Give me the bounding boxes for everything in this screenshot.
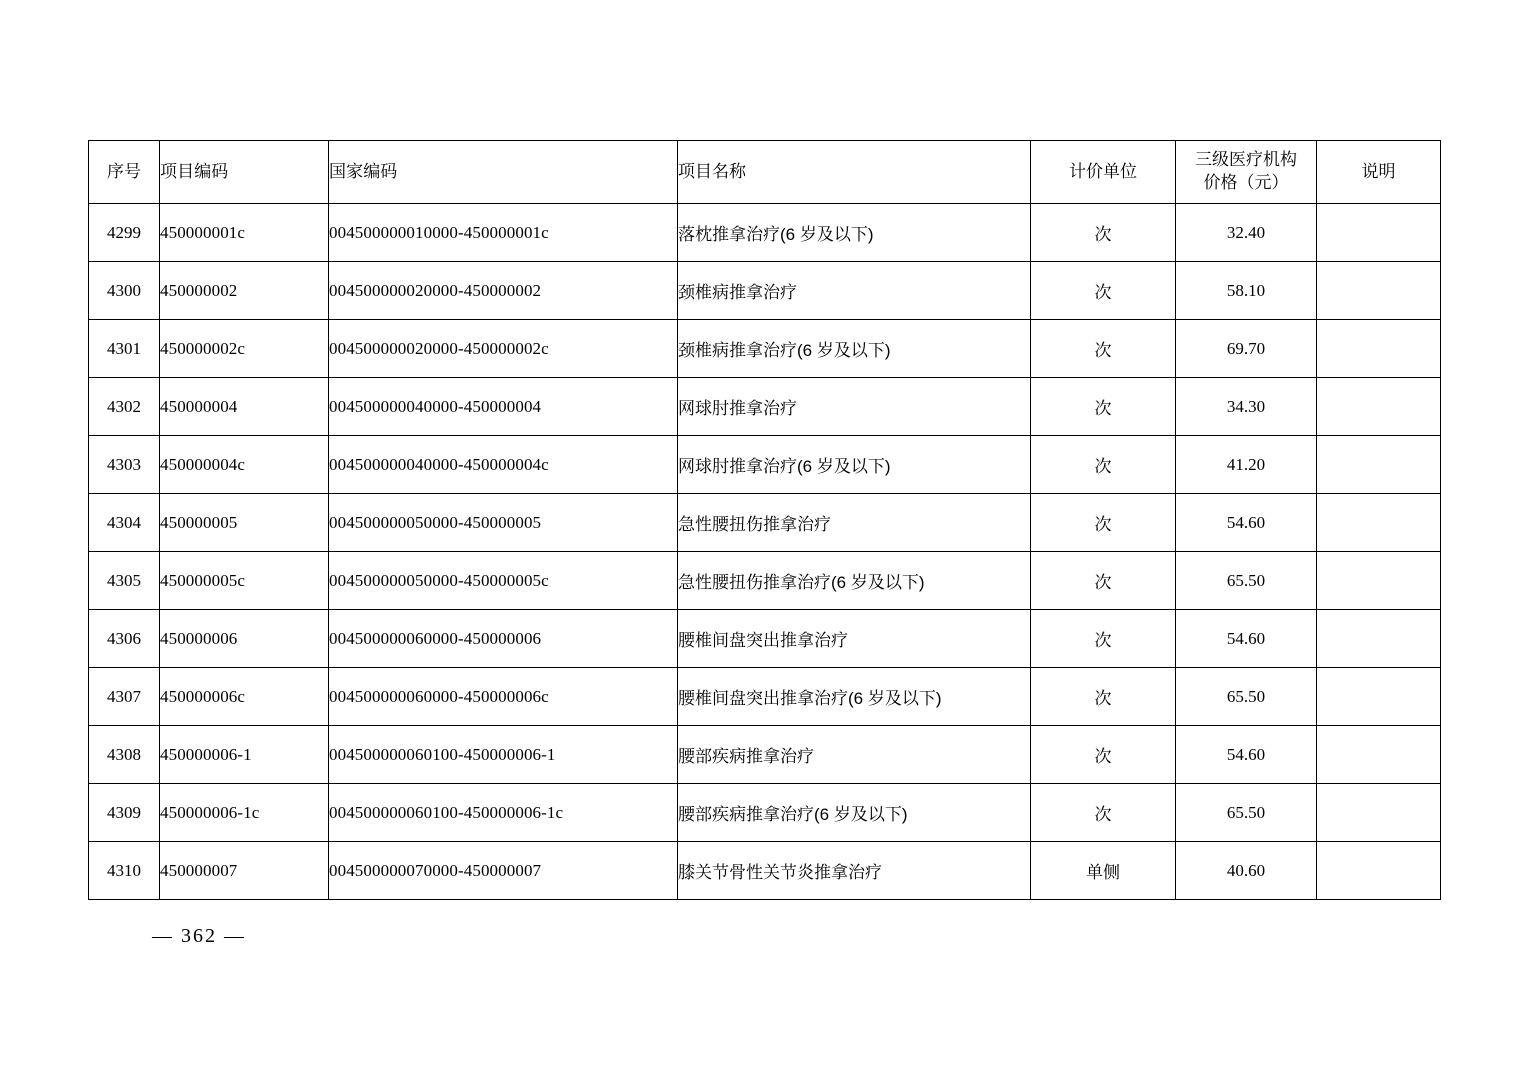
cell-sequence: 4299 — [89, 204, 160, 262]
column-header-price-line1: 三级医疗机构 — [1195, 150, 1297, 170]
cell-unit: 次 — [1031, 494, 1176, 552]
cell-national-code: 004500000010000-450000001c — [329, 204, 678, 262]
column-header-sequence: 序号 — [89, 141, 160, 204]
cell-project-code: 450000006c — [160, 668, 329, 726]
cell-unit: 次 — [1031, 784, 1176, 842]
cell-project-name: 腰椎间盘突出推拿治疗(6 岁及以下) — [678, 668, 1031, 726]
cell-sequence: 4300 — [89, 262, 160, 320]
cell-unit: 次 — [1031, 726, 1176, 784]
cell-unit: 次 — [1031, 610, 1176, 668]
cell-sequence: 4304 — [89, 494, 160, 552]
cell-unit: 次 — [1031, 552, 1176, 610]
cell-project-name: 颈椎病推拿治疗 — [678, 262, 1031, 320]
cell-national-code: 004500000070000-450000007 — [329, 842, 678, 900]
cell-note — [1317, 668, 1441, 726]
cell-national-code: 004500000050000-450000005 — [329, 494, 678, 552]
cell-project-code: 450000004c — [160, 436, 329, 494]
cell-unit: 次 — [1031, 262, 1176, 320]
table-row — [89, 726, 1441, 784]
cell-price: 41.20 — [1176, 436, 1317, 494]
cell-unit: 次 — [1031, 378, 1176, 436]
cell-sequence: 4307 — [89, 668, 160, 726]
table-row — [89, 378, 1441, 436]
cell-note — [1317, 552, 1441, 610]
cell-project-name: 膝关节骨性关节炎推拿治疗 — [678, 842, 1031, 900]
page-number: — 362 — — [152, 925, 246, 947]
cell-national-code: 004500000020000-450000002c — [329, 320, 678, 378]
cell-note — [1317, 842, 1441, 900]
cell-project-name: 急性腰扭伤推拿治疗(6 岁及以下) — [678, 552, 1031, 610]
cell-price: 65.50 — [1176, 552, 1317, 610]
cell-note — [1317, 726, 1441, 784]
cell-project-code: 450000007 — [160, 842, 329, 900]
cell-project-name: 急性腰扭伤推拿治疗 — [678, 494, 1031, 552]
table-row — [89, 262, 1441, 320]
cell-note — [1317, 610, 1441, 668]
cell-national-code: 004500000020000-450000002 — [329, 262, 678, 320]
table-row — [89, 668, 1441, 726]
cell-note — [1317, 320, 1441, 378]
cell-note — [1317, 784, 1441, 842]
cell-national-code: 004500000060100-450000006-1 — [329, 726, 678, 784]
cell-project-code: 450000001c — [160, 204, 329, 262]
column-header-project-name: 项目名称 — [678, 141, 1031, 204]
cell-price: 65.50 — [1176, 668, 1317, 726]
cell-unit: 单侧 — [1031, 842, 1176, 900]
cell-sequence: 4308 — [89, 726, 160, 784]
cell-note — [1317, 378, 1441, 436]
cell-project-name: 腰椎间盘突出推拿治疗 — [678, 610, 1031, 668]
cell-note — [1317, 436, 1441, 494]
cell-national-code: 004500000060000-450000006c — [329, 668, 678, 726]
cell-project-code: 450000006 — [160, 610, 329, 668]
cell-price: 40.60 — [1176, 842, 1317, 900]
column-header-note: 说明 — [1317, 141, 1441, 204]
table-row — [89, 204, 1441, 262]
table-row — [89, 784, 1441, 842]
medical-price-table — [88, 140, 1441, 900]
table-header — [89, 141, 1441, 204]
cell-price: 34.30 — [1176, 378, 1317, 436]
cell-project-name: 网球肘推拿治疗(6 岁及以下) — [678, 436, 1031, 494]
table-header-row — [89, 141, 1441, 204]
cell-price: 54.60 — [1176, 610, 1317, 668]
cell-project-code: 450000002 — [160, 262, 329, 320]
cell-project-code: 450000005c — [160, 552, 329, 610]
table-body — [89, 204, 1441, 900]
cell-project-code: 450000002c — [160, 320, 329, 378]
cell-unit: 次 — [1031, 320, 1176, 378]
cell-project-name: 落枕推拿治疗(6 岁及以下) — [678, 204, 1031, 262]
cell-sequence: 4306 — [89, 610, 160, 668]
cell-national-code: 004500000060000-450000006 — [329, 610, 678, 668]
column-header-national-code: 国家编码 — [329, 141, 678, 204]
cell-project-name: 腰部疾病推拿治疗(6 岁及以下) — [678, 784, 1031, 842]
cell-project-name: 颈椎病推拿治疗(6 岁及以下) — [678, 320, 1031, 378]
cell-national-code: 004500000040000-450000004c — [329, 436, 678, 494]
cell-national-code: 004500000040000-450000004 — [329, 378, 678, 436]
cell-price: 54.60 — [1176, 494, 1317, 552]
cell-note — [1317, 204, 1441, 262]
cell-national-code: 004500000050000-450000005c — [329, 552, 678, 610]
cell-project-name: 腰部疾病推拿治疗 — [678, 726, 1031, 784]
cell-price: 32.40 — [1176, 204, 1317, 262]
cell-unit: 次 — [1031, 668, 1176, 726]
table-row — [89, 552, 1441, 610]
cell-national-code: 004500000060100-450000006-1c — [329, 784, 678, 842]
cell-price: 65.50 — [1176, 784, 1317, 842]
column-header-price-line2: 价格（元） — [1203, 173, 1289, 192]
table-row — [89, 320, 1441, 378]
cell-sequence: 4301 — [89, 320, 160, 378]
cell-price: 58.10 — [1176, 262, 1317, 320]
cell-sequence: 4303 — [89, 436, 160, 494]
column-header-price — [1176, 141, 1317, 204]
cell-note — [1317, 262, 1441, 320]
cell-project-code: 450000004 — [160, 378, 329, 436]
cell-price: 54.60 — [1176, 726, 1317, 784]
table-row — [89, 610, 1441, 668]
cell-sequence: 4309 — [89, 784, 160, 842]
cell-unit: 次 — [1031, 436, 1176, 494]
cell-sequence: 4310 — [89, 842, 160, 900]
cell-note — [1317, 494, 1441, 552]
cell-project-code: 450000006-1c — [160, 784, 329, 842]
column-header-unit: 计价单位 — [1031, 141, 1176, 204]
cell-price: 69.70 — [1176, 320, 1317, 378]
cell-project-name: 网球肘推拿治疗 — [678, 378, 1031, 436]
table-row — [89, 436, 1441, 494]
cell-sequence: 4305 — [89, 552, 160, 610]
table-row — [89, 494, 1441, 552]
cell-project-code: 450000006-1 — [160, 726, 329, 784]
table-row — [89, 842, 1441, 900]
cell-project-code: 450000005 — [160, 494, 329, 552]
cell-unit: 次 — [1031, 204, 1176, 262]
column-header-project-code: 项目编码 — [160, 141, 329, 204]
cell-sequence: 4302 — [89, 378, 160, 436]
